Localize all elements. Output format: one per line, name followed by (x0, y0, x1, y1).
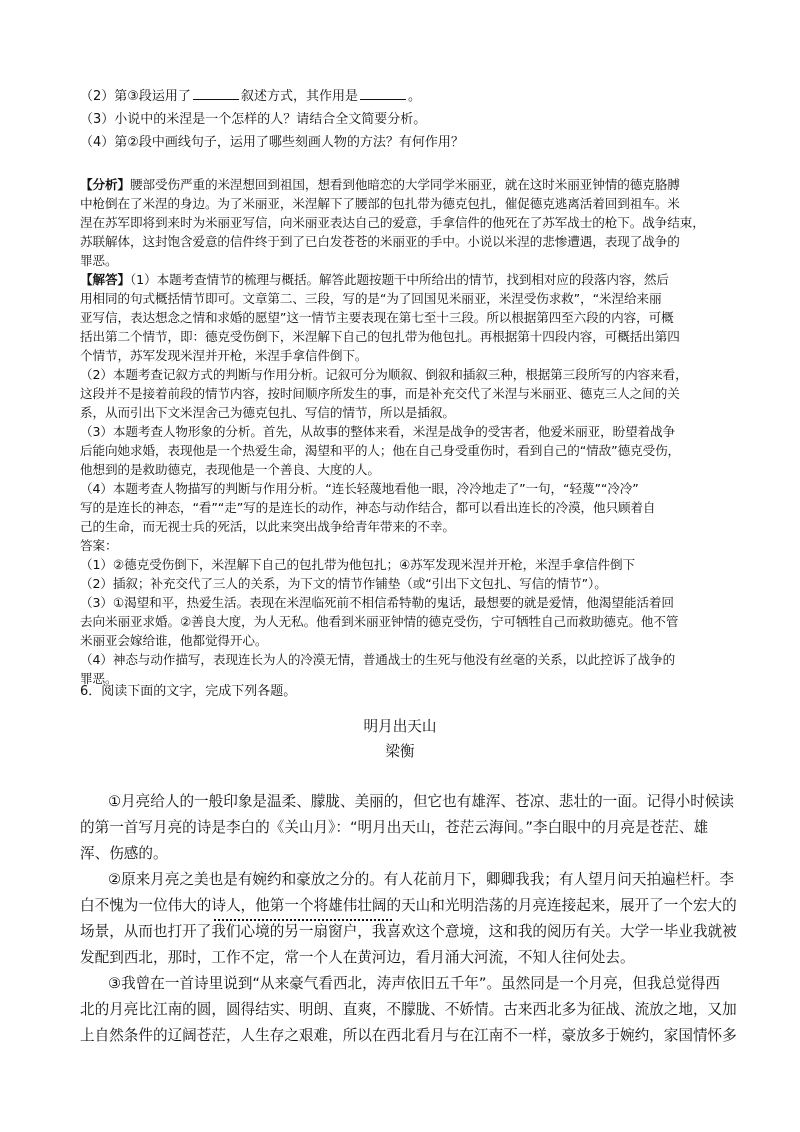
explain-line: （4）本题考查人物描写的判断与作用分析。“连长轻蔑地看他一眼，冷冷地走了”一句，“轻蔑”“冷冷” (80, 481, 639, 496)
explain-line: 他想到的是救助德克，表现他是一个善良、大度的人。 (80, 462, 380, 477)
explain-line: 括出第二个情节，即：德克受伤倒下，米涅解下自己的包扎带为他包扎。再根据第十四段内容，可概括出第四 (80, 329, 680, 344)
passage-line: ①月亮给人的一般印象是温柔、朦胧、美丽的，但它也有雄浑、苍凉、悲壮的一面。记得小时候读 (108, 793, 735, 810)
analysis-line: 苏联解体，这封饱含爱意的信件终于到了已白发苍苍的米丽亚的手中。小说以米涅的悲惨遭遇，表现了战争的 (80, 234, 680, 249)
answer-blank (360, 88, 406, 100)
passage-line: 场景，从而也打开了我们心境的另一扇窗户，我喜欢这个意境，这和我的阅历有关。大学一毕业我就被 (80, 923, 737, 940)
question-2-prefix: （2）第③段运用了 (80, 89, 191, 104)
passage-line: ②原来月亮之美也是有婉约和豪放之分的。有人花前月下，卿卿我我；有人望月问天拍遍栏杆。李 (108, 871, 735, 888)
explain-label: 【解答】 (80, 272, 130, 287)
passage-line: 北的月亮比江南的圆，圆得结实、明朗、直爽，不朦胧、不娇情。古来西北多为征战、流放之地，又加 (80, 1001, 737, 1018)
explain-line: 己的生命，而无视士兵的死活，以此来突出战争给青年带来的不幸。 (80, 519, 455, 534)
passage-line: 浑、伤感的。 (80, 845, 168, 862)
question-4: （4）第②段中画线句子，运用了哪些刻画人物的方法？有何作用？ (80, 135, 464, 150)
passage-author: 梁衡 (385, 743, 415, 760)
answer-line: 去向米丽亚求婚。②善良大度，为人无私。他看到米丽亚钟情的德克受伤，宁可牺牲自己而救助德克。他不管 (80, 614, 679, 629)
answer-line: 罪恶。 (80, 671, 118, 686)
passage-line: 的第一首写月亮的诗是李白的《关山月》：“明月出天山，苍茫云海间。”李白眼中的月亮是苍茫、雄 (80, 819, 709, 836)
explain-line: 用相同的句式概括情节即可。文章第二、三段，写的是“为了回国见米丽亚，米涅受伤求救”，“米涅给来丽 (80, 291, 662, 306)
analysis-line: 罪恶。 (80, 253, 118, 268)
question-6-intro: 6．阅读下面的文字，完成下列各题。 (80, 684, 297, 699)
emphasis-dots (214, 919, 392, 921)
explain-line: 写的是连长的神态，“看”“走”写的是连长的动作，神态与动作结合，都可以看出连长的冷漠，他只顾着自 (80, 500, 656, 515)
passage-line: 上自然条件的辽阔苍茫，人生存之艰难，所以在西北看月与在江南不一样，豪放多于婉约，家国情怀多 (80, 1027, 737, 1044)
explain-line: 系，从而引出下文米涅舍己为德克包扎、写信的情节，所以是插叙。 (80, 405, 455, 420)
question-2-suffix: 。 (407, 89, 421, 104)
question-2-middle: 叙述方式，其作用是 (240, 89, 358, 104)
question-3: （3）小说中的米涅是一个怎样的人？请结合全文简要分析。 (80, 112, 427, 127)
explain-line: 个情节，苏军发现米涅并开枪，米涅手拿信件倒下。 (80, 348, 368, 363)
explain-line: 这段并不是接着前段的情节内容，按时间顺序所发生的事，而是补充交代了米涅与米丽亚、德克三人之间的关 (80, 386, 680, 401)
passage-line: ③我曾在一首诗里说到“从来豪气看西北，涛声依旧五千年”。虽然同是一个月亮，但我总觉得西 (108, 975, 720, 992)
analysis-label: 【分析】 (80, 177, 130, 192)
analysis-line (80, 176, 680, 193)
explain-line: 后能向她求婚，表现他是一个热爱生命，渴望和平的人；他在自己身受重伤时，看到自己的“情敌”德克受伤， (80, 443, 681, 458)
answer-line: （1）②德克受伤倒下，米涅解下自己的包扎带为他包扎；④苏军发现米涅并开枪，米涅手拿信件倒下 (80, 557, 636, 572)
answer-blank (193, 88, 239, 100)
analysis-line: 涅在苏军即将到来时为米丽亚写信，向米丽亚表达自己的爱意，手拿信件的他死在了苏军战士的枪下。战争结束， (80, 215, 705, 230)
explain-line: 亚写信，表达想念之情和求婚的愿望”这一情节主要表现在第七至十三段。所以根据第四至六段的内容，可概 (80, 310, 674, 325)
passage-line-underlined: 白不愧为一位伟大的诗人，他第一个将雄伟壮阔的天山和光明浩荡的月亮连接起来，展开了一个宏大的 (80, 897, 737, 914)
answer-line: （3）①渴望和平，热爱生活。表现在米涅临死前不相信希特勒的鬼话，最想要的就是爱情，他渴望能活着回 (80, 595, 674, 610)
analysis-line: 中枪倒在了米涅的身边。为了米丽亚，米涅解下了腰部的包扎带为德克包扎，催促德克逃离活着回到祖车。米 (80, 196, 680, 211)
answer-line: （2）插叙；补充交代了三人的关系，为下文的情节作铺垫（或“引出下文包扎、写信的情节”）。 (80, 576, 607, 591)
passage-title: 明月出天山 (363, 718, 437, 735)
explain-line: （2）本题考查记叙方式的判断与作用分析。记叙可分为顺叙、倒叙和插叙三种，根据第三段所写的内容来看， (80, 367, 688, 382)
answer-line: （4）神态与动作描写，表现连长为人的冷漠无情，普通战士的生死与他没有丝毫的关系，以此控诉了战争的 (80, 652, 676, 667)
question-2 (80, 88, 421, 106)
answer-label: 答案： (80, 538, 118, 553)
passage-line: 发配到西北，那时，工作不定，常一个人在黄河边，看月涌大河流，不知人往何处去。 (80, 949, 635, 966)
explain-line (80, 271, 669, 288)
explain-line: （3）本题考查人物形象的分析。首先，从故事的整体来看，米涅是战争的受害者，他爱米丽亚，盼望着战争 (80, 424, 676, 439)
explain-text: （1）本题考查情节的梳理与概括。解答此题按题干中所给出的情节，找到相对应的段落内容，然后 (129, 272, 669, 287)
analysis-text: 腰部受伤严重的米涅想回到祖国，想看到他暗恋的大学同学米丽亚，就在这时米丽亚钟情的德克胳膊 (129, 177, 680, 192)
answer-line: 米丽亚会嫁给谁，他都觉得开心。 (80, 633, 268, 648)
